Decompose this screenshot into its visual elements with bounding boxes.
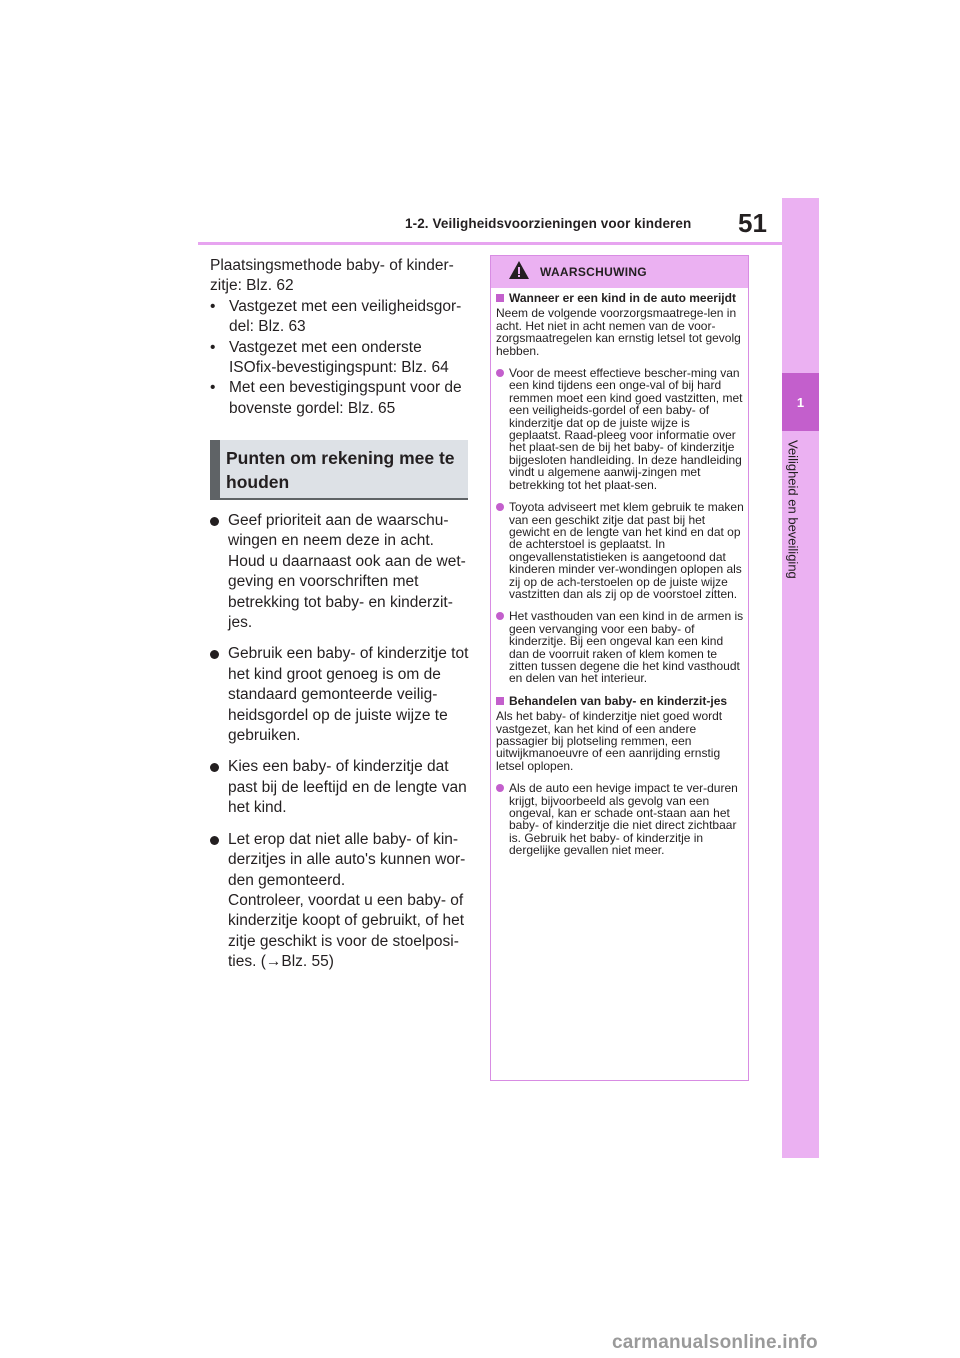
chapter-side-tab [782, 198, 819, 1158]
section-heading-bar [210, 440, 220, 498]
intro-list-item-text: Vastgezet met een onderste ISOfix-bevestigingspunt: Blz. 64 [229, 338, 449, 377]
list-marker: • [210, 297, 216, 315]
round-bullet-icon [496, 612, 504, 620]
list-item-text: Geef prioriteit aan de waarschu-wingen en neem deze in acht. Houd u daarnaast ook aan de wet-geving en voorschriften met betrekking tot baby- en kinderzit-jes. [228, 512, 466, 632]
list-item [210, 757, 472, 818]
round-bullet-icon [496, 784, 504, 792]
warning-bullets-2 [496, 782, 744, 856]
chapter-number-tab: 1 [782, 373, 819, 431]
chapter-label: Veiligheid en beveiliging [785, 440, 800, 579]
list-item-text: Gebruik een baby- of kinderzitje tot het kind groot genoeg is om de standaard gemonteerde veilig-heidsgordel op de juiste wijze te gebruiken. [228, 645, 469, 745]
list-item [210, 830, 472, 973]
running-header: 1-2. Veiligheidsvoorzieningen voor kinderen [405, 216, 692, 231]
list-marker: • [210, 338, 216, 356]
square-bullet-icon [496, 697, 504, 705]
header-rule [198, 242, 782, 245]
list-item [210, 511, 472, 633]
list-marker: • [210, 379, 216, 397]
warning-bullet-item [496, 367, 744, 491]
intro-list-item-text: Vastgezet met een veiligheidsgor-del: Blz. 63 [229, 297, 462, 336]
bullet-dot-icon [210, 650, 219, 659]
bullet-dot-icon [210, 517, 219, 526]
warning-bullet-text: Als de auto een hevige impact te ver-duren krijgt, bijvoorbeeld als gevolg van een ongeval, kan er schade ont-staan aan het baby- of kinderzitje die niet direct zichtbaar is. Gebruik het baby- of kinderzitje in dergelijke gevallen niet meer. [509, 781, 738, 858]
bullet-dot-icon [210, 836, 219, 845]
warning-subheading [496, 695, 744, 707]
warning-bullet-item [496, 782, 744, 856]
warning-subheading [496, 292, 744, 304]
round-bullet-icon [496, 369, 504, 377]
section-bullets [210, 511, 472, 973]
intro-list-item [210, 338, 472, 379]
intro-list-item [210, 297, 472, 338]
intro-list-item [210, 378, 472, 419]
watermark: carmanualsonline.info [612, 1332, 818, 1353]
square-bullet-icon [496, 294, 504, 302]
list-item-text: Kies een baby- of kinderzitje dat past bij de leeftijd en de lengte van het kind. [228, 758, 467, 817]
list-item-continuation: Controleer, voordat u een baby- of kinderzitje koopt of gebruikt, of het zitje geschikt is voor de stoelposi-ties. (→Blz. 55) [228, 891, 465, 971]
intro-line: Plaatsingsmethode baby- of kinder-zitje: Blz. 62 [210, 257, 454, 295]
warning-bullet-item [496, 501, 744, 600]
warning-bullet-text: Toyota adviseert met klem gebruik te maken van een geschikt zitje dat past bij het gewicht en de lengte van het kind en dat op de achterstoel is geplaatst. In ongevallenstatistieken is aangetoond dat kinderen minder ver-wondingen oplopen als zij op de ach-terstoelen op de juiste wijze vastzitten dan als zij op de voorstoel zitten. [509, 500, 744, 601]
warning-subheading-text: Behandelen van baby- en kinderzit-jes [509, 693, 728, 708]
warning-subheading-text: Wanneer er een kind in de auto meerijdt [509, 291, 736, 305]
page-number: 51 [738, 208, 767, 238]
intro-list [210, 297, 472, 419]
warning-bullets-1 [496, 367, 744, 685]
warning-text: Neem de volgende voorzorgsmaatrege-len in acht. Het niet in acht nemen van de voor-zorgsmaatregelen kan ernstig letsel tot gevolg hebben. [496, 306, 741, 358]
warning-content [496, 292, 744, 857]
section-heading-rule [210, 498, 468, 500]
chapter-label-container [782, 440, 819, 600]
intro-block [210, 256, 472, 419]
section-title: Punten om rekening mee te houden [226, 448, 455, 492]
round-bullet-icon [496, 503, 504, 511]
warning-title: WAARSCHUWING [540, 265, 647, 279]
bullet-dot-icon [210, 763, 219, 772]
warning-bullet-text: Voor de meest effectieve bescher-ming van een kind tijdens een onge-val of bij hard remmen moet een kind goed vastzitten, met een veiligheids-gordel of een baby- of kinderzitje dat op de juiste wijze is geplaatst. Raad-pleeg voor informatie over het plaat-sen de bij het baby- of kinderzitje bijgesloten handleiding. In deze handleiding vindt u algemene aanwij-zingen met betrekking tot het plaat-sen. [509, 366, 743, 492]
list-item-text: Let erop dat niet alle baby- of kin-derzitjes in alle auto's kunnen wor-den gemonteerd. [228, 830, 466, 889]
list-item [210, 644, 472, 746]
warning-text: Als het baby- of kinderzitje niet goed wordt vastgezet, kan het kind of een andere passagier bij plotseling remmen, een uitwijkmanoeuvre of een aanrijding ernstig letsel oplopen. [496, 709, 723, 773]
warning-bullet-text: Het vasthouden van een kind in de armen is geen vervanging voor een baby- of kinderzitje. Bij een ongeval kan een kind dan de voorruit raken of klem komen te zitten tussen degene die het kind vasthoudt en delen van het interieur. [509, 609, 744, 686]
warning-bullet-item [496, 610, 744, 684]
intro-list-item-text: Met een bevestigingspunt voor de bovenste gordel: Blz. 65 [229, 379, 462, 417]
warning-triangle-icon [508, 260, 530, 285]
